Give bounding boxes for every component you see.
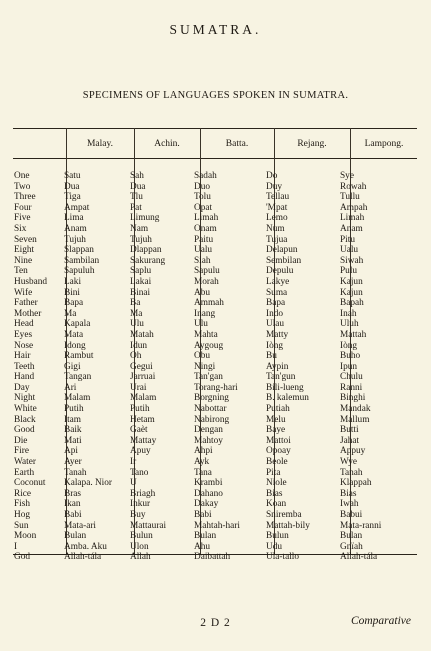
translation-cell: Bulan: [194, 531, 217, 542]
translation-cell: Obu: [194, 351, 211, 362]
table-row: [14, 372, 406, 383]
translation-cell: Allah-tála: [64, 552, 102, 563]
table-row: [14, 415, 406, 426]
table-title: SPECIMENS OF LANGUAGES SPOKEN IN SUMATRA.: [82, 90, 349, 101]
translation-cell: Tanah: [64, 467, 87, 478]
translation-cell: Babi: [64, 510, 82, 520]
translation-cell: Babi: [194, 510, 212, 520]
table-row: [14, 309, 406, 320]
column-header-lampong: Lampong.: [364, 139, 404, 149]
translation-cell: Rambut: [64, 351, 94, 362]
english-word-cell: Ten: [14, 266, 28, 277]
translation-cell: Onam: [194, 223, 217, 234]
translation-cell: Limung: [130, 213, 160, 224]
translation-cell: Iòng: [340, 340, 358, 351]
translation-cell: Ualu: [340, 245, 359, 256]
translation-cell: Tolu: [194, 192, 211, 203]
translation-cell: Tujuh: [64, 234, 86, 245]
translation-cell: Babui: [340, 510, 363, 520]
translation-cell: Tangan: [64, 372, 92, 383]
translation-cell: Dua: [64, 181, 80, 192]
translation-cell: Mattay: [130, 435, 157, 446]
english-word-cell: Hand: [14, 372, 35, 383]
translation-cell: Duo: [194, 181, 211, 192]
translation-cell: Gaèt: [130, 425, 148, 436]
translation-cell: Appuy: [340, 446, 366, 457]
translation-cell: Inang: [194, 308, 216, 319]
translation-cell: Mahtah-hari: [194, 520, 240, 531]
translation-cell: Ayer: [64, 457, 82, 468]
table-row: [14, 256, 406, 267]
translation-cell: Mahtoy: [194, 435, 223, 446]
translation-cell: Siwah: [340, 255, 364, 266]
english-word-cell: Eight: [14, 245, 35, 256]
translation-cell: Urai: [130, 382, 147, 393]
table-header-rule: [13, 158, 417, 159]
translation-cell: Itam: [64, 414, 82, 425]
table-row: [14, 213, 406, 224]
column-header-batta: Batta.: [225, 139, 249, 149]
translation-cell: Sapulu: [194, 266, 220, 277]
translation-cell: Lima: [64, 213, 84, 224]
table-row: [14, 446, 406, 457]
english-word-cell: Six: [14, 223, 27, 234]
translation-cell: Pulu: [340, 266, 358, 277]
english-word-cell: God: [14, 552, 31, 563]
translation-cell: Matty: [266, 329, 289, 340]
english-word-cell: Moon: [14, 531, 37, 542]
column-header-rejang: Rejang.: [297, 139, 327, 149]
translation-cell: Kapala: [64, 319, 91, 330]
translation-cell: Mattoi: [266, 435, 291, 446]
translation-cell: Morah: [194, 276, 219, 287]
translation-cell: Aygoug: [194, 340, 224, 351]
translation-cell: Apuy: [130, 446, 151, 457]
table-row: [14, 521, 406, 532]
translation-cell: Duy: [266, 181, 283, 192]
translation-cell: Suma: [266, 287, 288, 298]
translation-cell: Bulan: [340, 531, 363, 542]
english-word-cell: White: [14, 404, 37, 415]
translation-cell: Sye: [340, 171, 354, 181]
translation-cell: Ma: [64, 308, 77, 319]
translation-cell: Gigi: [64, 361, 81, 372]
translation-cell: Dlappan: [130, 245, 162, 256]
translation-cell: Inah: [340, 308, 357, 319]
table-row: [14, 478, 406, 489]
translation-cell: Allah-tála: [340, 552, 378, 563]
english-word-cell: Teeth: [14, 361, 35, 372]
translation-cell: Tujuh: [130, 234, 152, 245]
english-word-cell: Eyes: [14, 329, 33, 340]
table-row: [14, 542, 406, 553]
translation-cell: Malam: [130, 393, 157, 404]
table-row: [14, 266, 406, 277]
translation-cell: Bulan: [64, 531, 87, 542]
table-row: [14, 330, 406, 341]
table-row: [14, 404, 406, 415]
translation-cell: Butti: [340, 425, 359, 436]
translation-cell: Sah: [130, 171, 144, 181]
english-word-cell: Husband: [14, 276, 48, 287]
translation-cell: Putih: [130, 404, 150, 415]
translation-cell: Ampat: [64, 202, 90, 213]
translation-cell: Baye: [266, 425, 286, 436]
english-word-cell: Nose: [14, 340, 34, 351]
translation-cell: Mati: [64, 435, 82, 446]
translation-cell: Jarruai: [130, 372, 156, 383]
table-row: [14, 510, 406, 521]
translation-cell: Ahpi: [194, 446, 213, 457]
english-word-cell: Hair: [14, 351, 31, 362]
translation-cell: Uluh: [340, 319, 359, 330]
table-top-rule: [13, 128, 417, 129]
translation-cell: Bu: [266, 351, 277, 362]
translation-cell: Tiga: [64, 192, 81, 203]
translation-cell: Tanah: [340, 467, 363, 478]
translation-cell: Chulu: [340, 372, 363, 383]
translation-cell: Satu: [64, 171, 81, 181]
translation-cell: Paitu: [194, 234, 214, 245]
table-row: [14, 393, 406, 404]
vocabulary-table: [14, 171, 406, 563]
translation-cell: Mata-ari: [64, 520, 97, 531]
translation-cell: Nabottar: [194, 404, 227, 415]
table-row: [14, 436, 406, 447]
translation-cell: Dahano: [194, 488, 223, 499]
table-row: [14, 425, 406, 436]
translation-cell: Hetam: [130, 414, 155, 425]
table-row: [14, 341, 406, 352]
translation-cell: Baik: [64, 425, 82, 436]
english-word-cell: Rice: [14, 488, 32, 499]
translation-cell: Tana: [194, 467, 212, 478]
translation-cell: Limah: [194, 213, 219, 224]
translation-cell: Depulu: [266, 266, 294, 277]
translation-cell: Tano: [130, 467, 149, 478]
translation-cell: Melu: [266, 414, 286, 425]
translation-cell: Tujua: [266, 234, 288, 245]
translation-cell: Ari: [64, 382, 77, 393]
translation-cell: Mattah-bily: [266, 520, 310, 531]
column-header-malay: Malay.: [86, 139, 114, 149]
translation-cell: Gnïah: [340, 541, 363, 552]
translation-cell: Sambilan: [64, 255, 100, 266]
translation-cell: Do: [266, 171, 278, 181]
translation-cell: Indo: [266, 308, 284, 319]
translation-cell: Tellau: [266, 192, 290, 203]
translation-cell: Buy: [130, 510, 146, 520]
translation-cell: Saplu: [130, 266, 152, 277]
english-word-cell: Father: [14, 298, 38, 309]
table-row: [14, 288, 406, 299]
translation-cell: Ba: [130, 298, 141, 309]
translation-cell: Pitu: [340, 234, 355, 245]
table-row: [14, 457, 406, 468]
translation-cell: Borgning: [194, 393, 229, 404]
translation-cell: Matah: [130, 329, 154, 340]
translation-cell: Putiah: [266, 404, 290, 415]
translation-cell: B. kalemun: [266, 393, 309, 404]
translation-cell: Ualu: [194, 245, 213, 256]
translation-cell: Bias: [340, 488, 357, 499]
english-word-cell: Two: [14, 181, 31, 192]
english-word-cell: Five: [14, 213, 31, 224]
translation-cell: Sniremba: [266, 510, 302, 520]
english-word-cell: Head: [14, 319, 34, 330]
translation-cell: Bini: [64, 287, 81, 298]
translation-cell: Lakye: [266, 276, 290, 287]
table-row: [14, 245, 406, 256]
translation-cell: Nam: [130, 223, 149, 234]
translation-cell: Mattaurai: [130, 520, 167, 531]
translation-cell: Ma: [130, 308, 143, 319]
table-row: [14, 468, 406, 479]
translation-cell: Ranni: [340, 382, 363, 393]
translation-cell: Kajun: [340, 287, 363, 298]
table-row: [14, 235, 406, 246]
translation-cell: Mattah: [340, 329, 367, 340]
translation-cell: Opoay: [266, 446, 291, 457]
translation-cell: Mallum: [340, 414, 370, 425]
translation-cell: Delapun: [266, 245, 298, 256]
english-word-cell: Mother: [14, 308, 42, 319]
table-row: [14, 224, 406, 235]
translation-cell: Bras: [64, 488, 82, 499]
translation-cell: Limah: [340, 213, 365, 224]
translation-cell: Bapa: [64, 298, 84, 309]
translation-cell: Mandak: [340, 404, 371, 415]
translation-cell: Pita: [266, 467, 281, 478]
translation-cell: Amba. Aku: [64, 541, 107, 552]
translation-cell: Ayk: [194, 457, 210, 468]
translation-cell: Sapuluh: [64, 266, 95, 277]
translation-cell: Tan'gan: [194, 372, 223, 383]
translation-cell: Anam: [64, 223, 87, 234]
translation-cell: Ulon: [130, 541, 149, 552]
translation-cell: Ulu: [194, 319, 208, 330]
english-word-cell: One: [14, 171, 30, 181]
english-word-cell: Day: [14, 382, 30, 393]
english-word-cell: Sun: [14, 520, 29, 531]
english-word-cell: Water: [14, 457, 36, 468]
translation-cell: Pat: [130, 202, 142, 213]
translation-cell: Mahta: [194, 329, 218, 340]
table-row: [14, 383, 406, 394]
english-word-cell: Die: [14, 435, 28, 446]
table-row: [14, 362, 406, 373]
translation-cell: Malam: [64, 393, 91, 404]
english-word-cell: Good: [14, 425, 35, 436]
english-word-cell: Earth: [14, 467, 35, 478]
translation-cell: Beole: [266, 457, 288, 468]
table-row: [14, 192, 406, 203]
translation-cell: Ir: [130, 457, 137, 468]
translation-cell: Dengan: [194, 425, 223, 436]
translation-cell: Bapah: [340, 298, 364, 309]
translation-cell: Bapa: [266, 298, 286, 309]
english-word-cell: Hog: [14, 510, 31, 520]
english-word-cell: Three: [14, 192, 36, 203]
translation-cell: Ula-tallo: [266, 552, 300, 563]
table-row: [14, 499, 406, 510]
translation-cell: Binai: [130, 287, 151, 298]
translation-cell: Ipun: [340, 361, 358, 372]
english-word-cell: Nine: [14, 255, 33, 266]
translation-cell: Udu: [266, 541, 283, 552]
english-word-cell: Night: [14, 393, 36, 404]
translation-cell: Dakay: [194, 499, 219, 510]
translation-cell: Bulun: [130, 531, 153, 542]
translation-cell: Sadah: [194, 171, 217, 181]
translation-cell: Bias: [266, 488, 283, 499]
translation-cell: Lemo: [266, 213, 288, 224]
translation-cell: Laki: [64, 276, 82, 287]
english-word-cell: Coconut: [14, 478, 46, 489]
english-word-cell: Four: [14, 202, 32, 213]
translation-cell: Aypin: [266, 361, 289, 372]
english-word-cell: Seven: [14, 234, 37, 245]
translation-cell: Iòng: [266, 340, 284, 351]
translation-cell: Ampah: [340, 202, 368, 213]
table-row: [14, 489, 406, 500]
translation-cell: Idong: [64, 340, 86, 351]
translation-cell: U: [130, 478, 137, 489]
translation-cell: Abu: [194, 287, 211, 298]
translation-cell: Wye: [340, 457, 357, 468]
translation-cell: 'Mpat: [266, 202, 288, 213]
translation-cell: Briagh: [130, 488, 156, 499]
english-word-cell: Fish: [14, 499, 31, 510]
column-header-achin: Achin.: [154, 139, 180, 149]
signature-mark: 2 D 2: [200, 617, 231, 629]
translation-cell: Tlu: [130, 192, 143, 203]
table-row: [14, 277, 406, 288]
running-header: SUMATRA.: [169, 22, 262, 37]
translation-cell: Idun: [130, 340, 148, 351]
translation-cell: Jahat: [340, 435, 360, 446]
translation-cell: Ningi: [194, 361, 216, 372]
translation-cell: Opat: [194, 202, 213, 213]
translation-cell: Bili-lueng: [266, 382, 304, 393]
vocabulary-table-body: [14, 171, 406, 563]
translation-cell: Kalapa. Nior: [64, 478, 113, 489]
english-word-cell: Fire: [14, 446, 29, 457]
translation-cell: Bulun: [266, 531, 289, 542]
english-word-cell: I: [14, 541, 18, 552]
translation-cell: Allah: [130, 552, 151, 563]
translation-cell: Siah: [194, 255, 211, 266]
translation-cell: Torang-hari: [194, 382, 238, 393]
catchword: Comparative: [350, 615, 411, 627]
translation-cell: Kajun: [340, 276, 363, 287]
translation-cell: Ammah: [194, 298, 224, 309]
translation-cell: Mata: [64, 329, 84, 340]
translation-cell: Anam: [340, 223, 363, 234]
table-row: [14, 298, 406, 309]
translation-cell: Binghi: [340, 393, 366, 404]
translation-cell: Dua: [130, 181, 146, 192]
table-row: [14, 171, 406, 182]
translation-cell: Sakurang: [130, 255, 166, 266]
translation-cell: Buho: [340, 351, 361, 362]
english-word-cell: Black: [14, 414, 36, 425]
translation-cell: Api: [64, 446, 78, 457]
translation-cell: Rowah: [340, 181, 367, 192]
table-row: [14, 203, 406, 214]
translation-cell: Slappan: [64, 245, 94, 256]
translation-cell: Lakai: [130, 276, 152, 287]
table-row: [14, 182, 406, 193]
translation-cell: Putih: [64, 404, 84, 415]
table-row: [14, 552, 406, 563]
translation-cell: Ulu: [130, 319, 144, 330]
translation-cell: Mata-ranni: [340, 520, 382, 531]
translation-cell: Krambi: [194, 478, 223, 489]
english-word-cell: Wife: [14, 287, 33, 298]
translation-cell: Ulau: [266, 319, 285, 330]
translation-cell: Sembilan: [266, 255, 302, 266]
translation-cell: Nabirong: [194, 414, 230, 425]
table-row: [14, 351, 406, 362]
translation-cell: Daibattah: [194, 552, 231, 563]
translation-cell: Iwah: [340, 499, 359, 510]
translation-cell: Ikan: [64, 499, 81, 510]
translation-cell: Num: [266, 223, 285, 234]
translation-cell: Niole: [266, 478, 287, 489]
translation-cell: Oh: [130, 351, 142, 362]
translation-cell: Inkur: [130, 499, 151, 510]
translation-cell: Gegui: [130, 361, 153, 372]
translation-cell: Tan'gun: [266, 372, 296, 383]
translation-cell: Klappah: [340, 478, 372, 489]
translation-cell: Ahu: [194, 541, 211, 552]
table-row: [14, 319, 406, 330]
table-row: [14, 531, 406, 542]
translation-cell: Tullu: [340, 192, 360, 203]
translation-cell: Koan: [266, 499, 287, 510]
